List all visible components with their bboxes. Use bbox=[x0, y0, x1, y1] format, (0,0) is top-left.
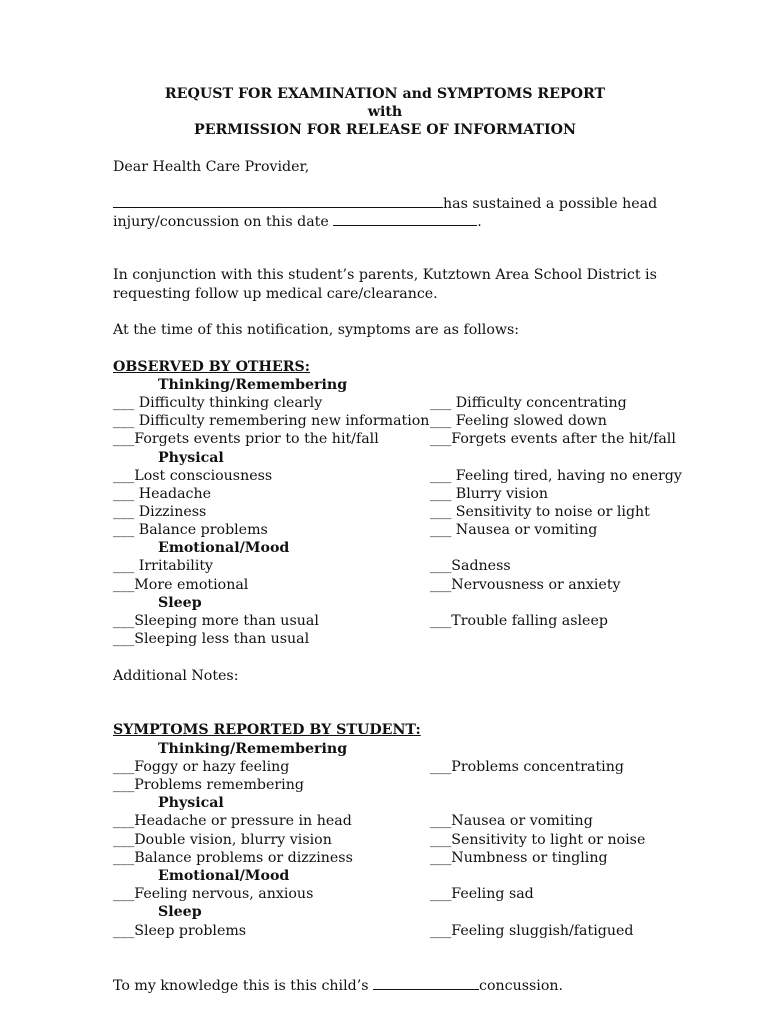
intro-period: . bbox=[477, 214, 482, 230]
observed-item[interactable]: ___Sadness bbox=[430, 558, 511, 574]
observed-item[interactable]: ___ Difficulty concentrating bbox=[430, 395, 627, 411]
reported-item[interactable]: ___Numbness or tingling bbox=[430, 850, 608, 866]
additional-notes-label: Additional Notes: bbox=[113, 668, 239, 684]
reported-item[interactable]: ___Nausea or vomiting bbox=[430, 813, 593, 829]
observed-item[interactable]: ___ Blurry vision bbox=[430, 486, 549, 502]
intro-text-1: has sustained a possible head bbox=[443, 196, 658, 212]
observed-item[interactable]: ___ Balance problems bbox=[113, 522, 268, 538]
observed-item[interactable]: ___Sleeping more than usual bbox=[113, 613, 319, 629]
injury-date-blank[interactable] bbox=[333, 212, 477, 226]
closing-line bbox=[113, 976, 563, 995]
observed-item[interactable]: ___ Difficulty thinking clearly bbox=[113, 395, 323, 411]
title-line-1: REQUST FOR EXAMINATION and SYMPTOMS REPORT bbox=[164, 86, 606, 102]
reported-item[interactable]: ___Feeling sluggish/fatigued bbox=[430, 923, 634, 939]
reported-item[interactable]: ___Double vision, blurry vision bbox=[113, 832, 332, 848]
title-line-3: PERMISSION FOR RELEASE OF INFORMATION bbox=[194, 122, 576, 138]
reported-item[interactable]: ___Sleep problems bbox=[113, 923, 247, 939]
reported-item[interactable]: ___Problems concentrating bbox=[430, 759, 624, 775]
reported-item[interactable]: ___Problems remembering bbox=[113, 777, 304, 793]
observed-item[interactable]: ___ Feeling slowed down bbox=[430, 413, 607, 429]
reported-emotional-title: Emotional/Mood bbox=[158, 868, 290, 884]
paragraph1-line-2: requesting follow up medical care/clearance. bbox=[113, 286, 438, 302]
closing-text-before: To my knowledge this is this child’s bbox=[113, 978, 369, 994]
paragraph1-line-1: In conjunction with this student’s parents, Kutztown Area School District is bbox=[113, 267, 657, 283]
observed-item[interactable]: ___Forgets events after the hit/fall bbox=[430, 431, 676, 447]
reported-header: SYMPTOMS REPORTED BY STUDENT: bbox=[113, 722, 421, 738]
observed-item[interactable]: ___Trouble falling asleep bbox=[430, 613, 608, 629]
observed-item[interactable]: ___ Nausea or vomiting bbox=[430, 522, 598, 538]
closing-text-after: concussion. bbox=[479, 978, 564, 994]
observed-sleep-title: Sleep bbox=[158, 595, 202, 611]
reported-item[interactable]: ___Sensitivity to light or noise bbox=[430, 832, 646, 848]
reported-item[interactable]: ___Feeling nervous, anxious bbox=[113, 886, 314, 902]
observed-thinking-title: Thinking/Remembering bbox=[158, 377, 348, 393]
reported-thinking-title: Thinking/Remembering bbox=[158, 741, 348, 757]
observed-item[interactable]: ___ Headache bbox=[113, 486, 212, 502]
title-line-2: with bbox=[367, 104, 403, 120]
concussion-number-blank[interactable] bbox=[373, 976, 479, 990]
observed-physical-title: Physical bbox=[158, 450, 224, 466]
reported-item[interactable]: ___Foggy or hazy feeling bbox=[113, 759, 290, 775]
observed-header: OBSERVED BY OTHERS: bbox=[113, 359, 310, 375]
reported-item[interactable]: ___Feeling sad bbox=[430, 886, 534, 902]
observed-item[interactable]: ___Nervousness or anxiety bbox=[430, 577, 621, 593]
reported-item[interactable]: ___Headache or pressure in head bbox=[113, 813, 352, 829]
reported-item[interactable]: ___Balance problems or dizziness bbox=[113, 850, 353, 866]
observed-item[interactable]: ___ Sensitivity to noise or light bbox=[430, 504, 650, 520]
observed-emotional-title: Emotional/Mood bbox=[158, 540, 290, 556]
observed-item[interactable]: ___More emotional bbox=[113, 577, 249, 593]
student-name-blank[interactable] bbox=[113, 194, 443, 208]
observed-item[interactable]: ___ Irritability bbox=[113, 558, 214, 574]
observed-item[interactable]: ___ Dizziness bbox=[113, 504, 207, 520]
reported-physical-title: Physical bbox=[158, 795, 224, 811]
paragraph2: At the time of this notification, symptoms are as follows: bbox=[113, 322, 520, 338]
reported-sleep-title: Sleep bbox=[158, 904, 202, 920]
intro-line-2 bbox=[113, 212, 482, 231]
observed-item[interactable]: ___Forgets events prior to the hit/fall bbox=[113, 431, 379, 447]
observed-item[interactable]: ___ Difficulty remembering new information bbox=[113, 413, 430, 429]
observed-item[interactable]: ___ Feeling tired, having no energy bbox=[430, 468, 682, 484]
observed-item[interactable]: ___Lost consciousness bbox=[113, 468, 273, 484]
greeting: Dear Health Care Provider, bbox=[113, 159, 310, 175]
observed-item[interactable]: ___Sleeping less than usual bbox=[113, 631, 310, 647]
intro-text-2: injury/concussion on this date bbox=[113, 214, 329, 230]
intro-line-1 bbox=[113, 194, 657, 213]
